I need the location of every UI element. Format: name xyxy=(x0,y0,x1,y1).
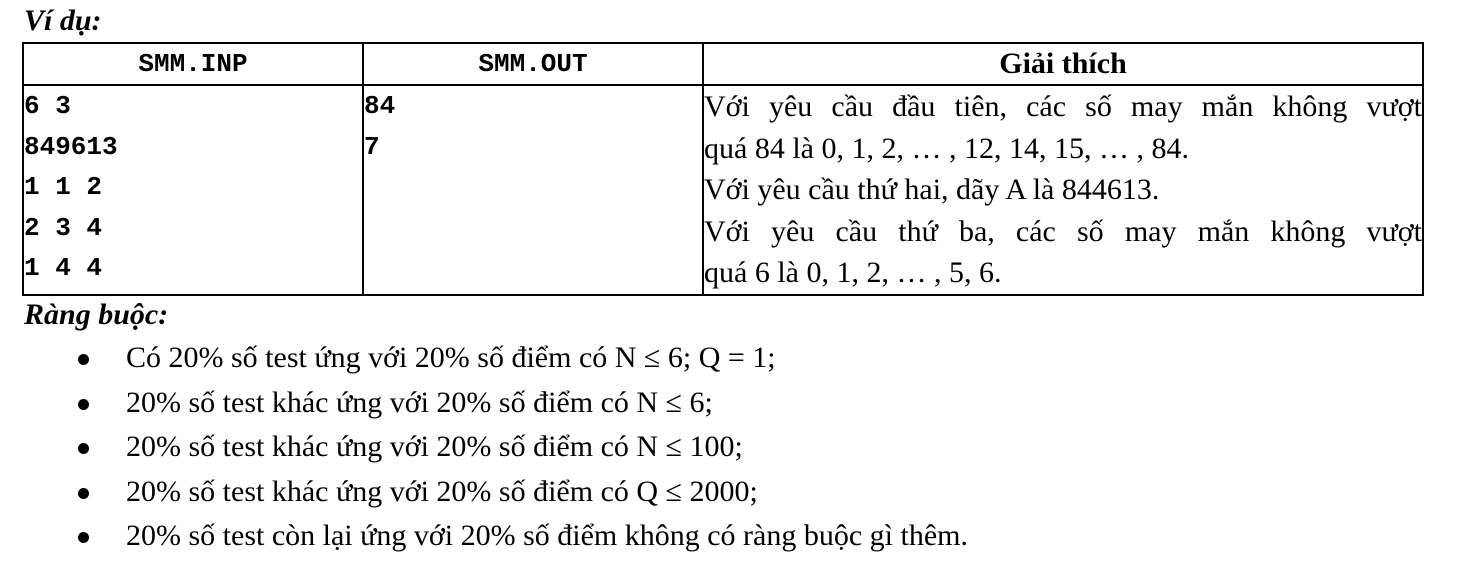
explanation-line: Với yêu cầu thứ ba, các số may mắn không vượt xyxy=(704,214,1422,248)
input-file-header: SMM.INP xyxy=(23,43,363,85)
example-heading: Ví dụ: xyxy=(24,4,102,37)
bullet-icon xyxy=(78,354,89,365)
constraint-item xyxy=(0,336,968,381)
input-line: 1 4 4 xyxy=(24,253,103,283)
input-line: 1 1 2 xyxy=(24,172,103,202)
constraint-item xyxy=(0,514,968,559)
explanation-header: Giải thích xyxy=(703,43,1423,85)
sample-table-header-row xyxy=(23,43,1423,85)
explanation-cell xyxy=(703,85,1423,295)
explanation-line: quá 84 là 0, 1, 2, … , 12, 14, 15, … , 84. xyxy=(704,131,1189,165)
constraint-text: Có 20% số test ứng với 20% số điểm có N ≤ 6; Q = 1; xyxy=(126,341,776,374)
constraints-heading: Ràng buộc: xyxy=(24,298,169,331)
sample-table-row xyxy=(23,85,1423,295)
input-line: 2 3 4 xyxy=(24,212,103,243)
explanation-line: Với yêu cầu đầu tiên, các số may mắn không vượt xyxy=(704,90,1422,123)
constraint-item xyxy=(0,470,968,515)
constraints-list xyxy=(0,336,968,559)
input-cell xyxy=(23,85,363,295)
input-line: 849613 xyxy=(24,131,118,162)
bullet-icon xyxy=(78,399,89,410)
constraint-text: 20% số test khác ứng với 20% số điểm có Q ≤ 2000; xyxy=(126,474,758,508)
output-line: 7 xyxy=(364,131,380,162)
bullet-icon xyxy=(78,532,89,543)
explanation-line: Với yêu cầu thứ hai, dãy A là 844613. xyxy=(704,173,1160,206)
input-line: 6 3 xyxy=(24,91,71,121)
constraint-item xyxy=(0,381,968,426)
sample-table xyxy=(22,42,1424,296)
constraint-text: 20% số test khác ứng với 20% số điểm có N ≤ 100; xyxy=(126,430,743,463)
output-cell xyxy=(363,85,703,295)
explanation-line: quá 6 là 0, 1, 2, … , 5, 6. xyxy=(704,256,1002,289)
constraint-text: 20% số test còn lại ứng với 20% số điểm không có ràng buộc gì thêm. xyxy=(126,519,968,552)
constraint-text: 20% số test khác ứng với 20% số điểm có N ≤ 6; xyxy=(126,385,713,419)
bullet-icon xyxy=(78,488,89,499)
constraint-item xyxy=(0,425,968,470)
bullet-icon xyxy=(78,443,89,454)
output-line: 84 xyxy=(364,91,396,121)
output-file-header: SMM.OUT xyxy=(363,43,703,85)
